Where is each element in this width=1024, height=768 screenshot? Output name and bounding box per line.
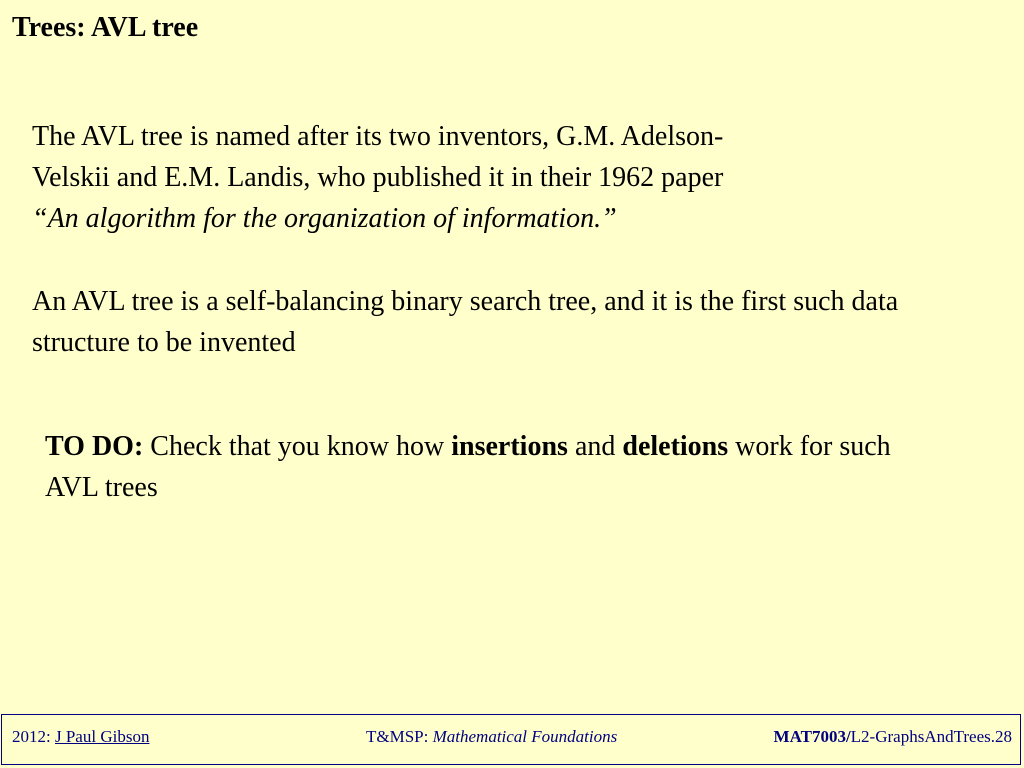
author-link[interactable]: J Paul Gibson <box>54 727 150 746</box>
paragraph-avl-history <box>32 116 912 239</box>
todo-term-deletions: deletions <box>622 431 729 462</box>
slide-footer <box>1 714 1021 765</box>
footer-course-prefix: T&MSP: <box>366 727 433 746</box>
todo-text-after: work for such AVL trees <box>45 431 891 503</box>
history-line-1: The AVL tree is named after its two inventors, G.M. Adelson- <box>32 121 724 152</box>
footer-course-info <box>366 727 617 747</box>
history-line-2: Velskii and E.M. Landis, who published it in their 1962 paper <box>32 162 724 193</box>
slide-title: Trees: AVL tree <box>12 12 199 43</box>
todo-note <box>45 426 925 508</box>
todo-text-before: Check that you know how <box>143 431 452 462</box>
footer-author-info <box>12 727 149 747</box>
todo-text-middle: and <box>567 431 623 462</box>
todo-label: TO DO: <box>45 431 144 462</box>
footer-slide-number: L2-GraphsAndTrees.28 <box>850 727 1012 746</box>
paper-title: “An algorithm for the organization of information.” <box>32 203 617 234</box>
paragraph-avl-definition: An AVL tree is a self-balancing binary search tree, and it is the first such data structure to be invented <box>32 286 899 358</box>
todo-term-insertions: insertions <box>451 431 568 462</box>
footer-course-name: Mathematical Foundations <box>432 727 618 746</box>
footer-year: 2012: <box>12 727 55 746</box>
footer-slide-ref <box>774 727 1012 747</box>
footer-module-code: MAT7003/ <box>773 727 851 746</box>
